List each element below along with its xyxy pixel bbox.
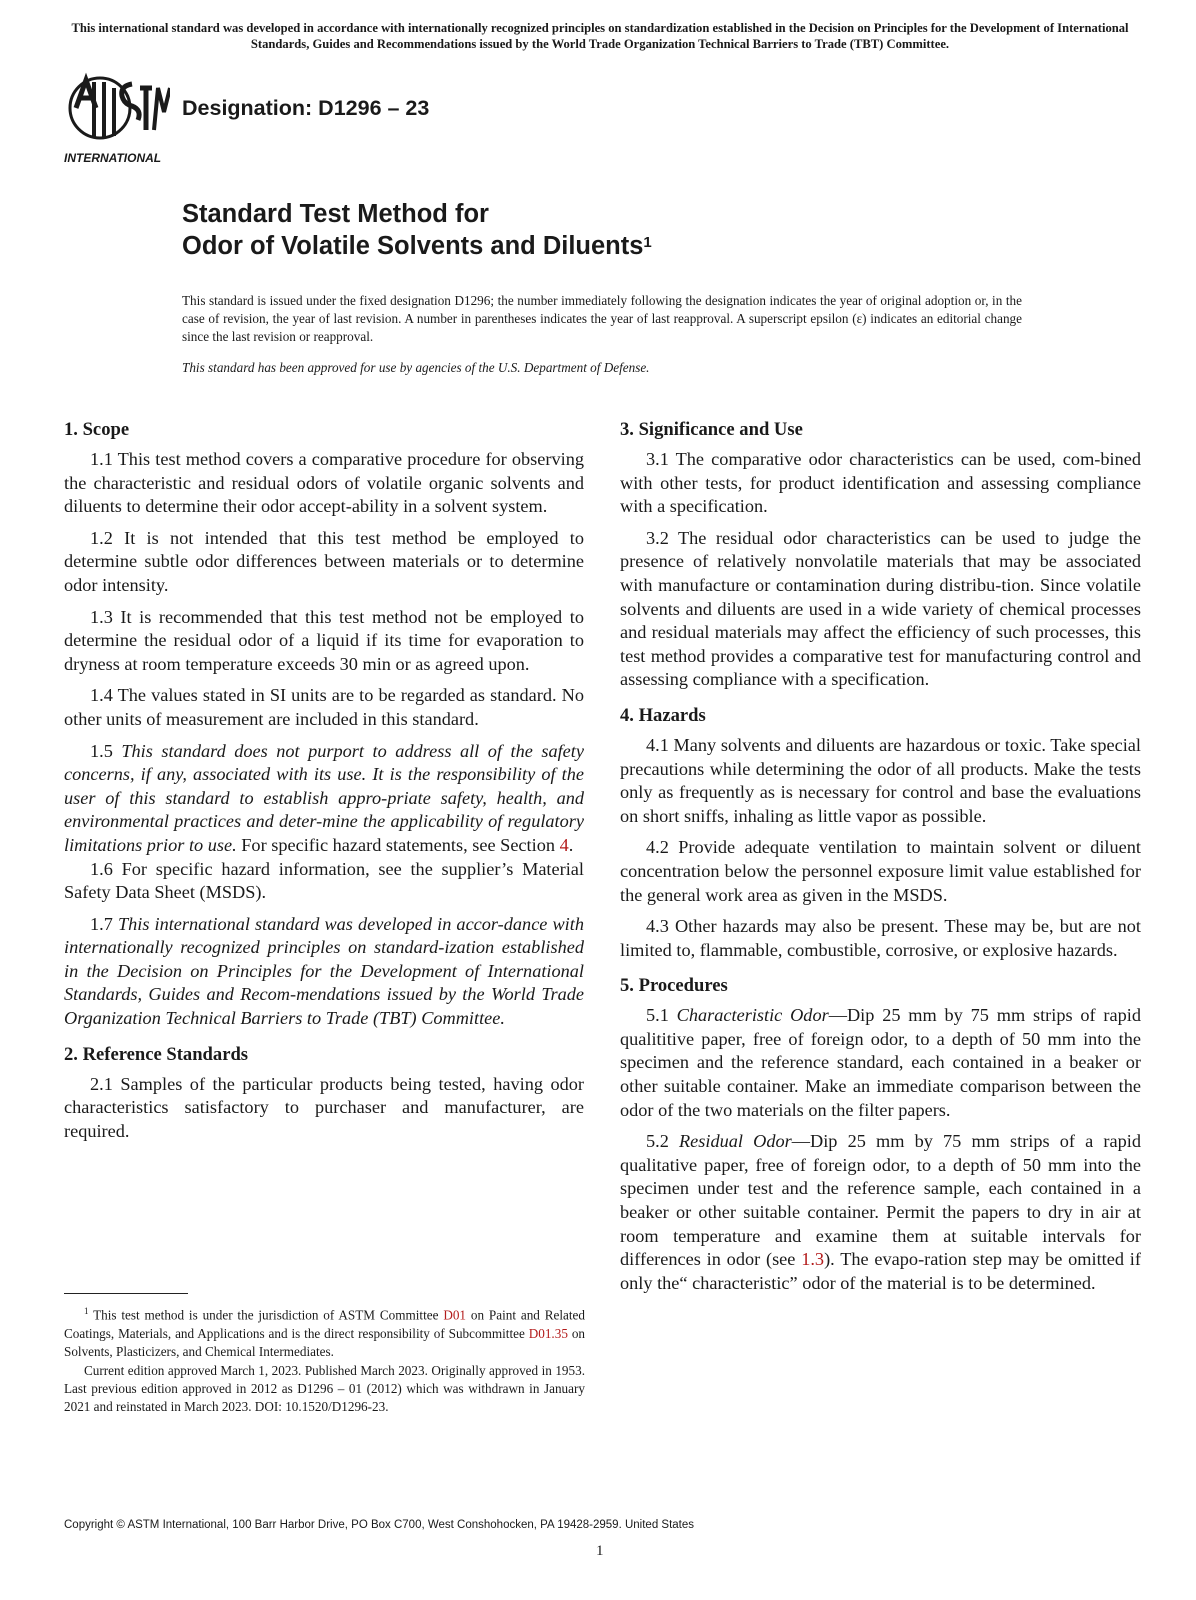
footnote-mark: 1 <box>84 1306 89 1316</box>
paragraph-1-2: 1.2 It is not intended that this test method be employed to determine subtle odor differences between materials or to determine odor intensity. <box>64 527 584 595</box>
footnote-1 <box>64 1302 585 1362</box>
paragraph-1-4: 1.4 The values stated in SI units are to be regarded as standard. No other units of measurement are included in this standard. <box>64 685 584 729</box>
hazard-reference-text: For specific hazard statements, see Section <box>241 834 555 855</box>
term-characteristic-odor: Characteristic Odor <box>676 1005 829 1026</box>
left-column <box>64 418 584 1151</box>
paragraph-text-tail: ). The evapo-ration step may be omitted if only the“ characteristic” odor of the material is to be determined. <box>620 1249 1141 1293</box>
term-residual-odor: Residual Odor <box>679 1131 792 1152</box>
issued-note: This standard is issued under the fixed designation D1296; the number immediately following the designation indicates the year of original adoption or, in the case of revision, the year of last revision. A number in parentheses indicates the year of last reapproval. A superscript epsilon (ε) indicates an editorial change since the last revision or reapproval. <box>182 293 1022 344</box>
committee-d01-link[interactable]: D01 <box>443 1307 467 1323</box>
wto-statement: This international standard was developed in accor-dance with internationally recognized principles on standard-ization established in the Decision on Principles for the Development of International Standards, Guides and Recom-mendations issued by the World Trade Organization Technical Barriers to Trade (TBT) Committee. <box>64 913 584 1029</box>
paragraph-4-1: 4.1 Many solvents and diluents are hazardous or toxic. Take special precautions while determining the odor of all products. Make the tests only as frequently as is necessary for control and base the evaluations on short sniffs, inhaling as little vapor as possible. <box>620 734 1141 826</box>
paragraph-5-1 <box>620 1004 1141 1122</box>
footnote-text: on Solvents, Plasticizers, and Chemical Intermediates. <box>64 1325 585 1360</box>
title-line-1: Standard Test Method for <box>182 200 489 228</box>
paragraph-3-1: 3.1 The comparative odor characteristics can be used, com-bined with other tests, for product identification and assessing compliance with a specification. <box>620 449 1141 517</box>
logo-caption: INTERNATIONAL <box>64 151 162 165</box>
title-footnote-mark: 1 <box>643 234 652 251</box>
paragraph-1-3: 1.3 It is recommended that this test method not be employed to determine the residual odor of a liquid if its time for evaporation to dryness at room temperature exceeds 30 min or as agreed upon. <box>64 606 584 674</box>
dod-note: This standard has been approved for use by agencies of the U.S. Department of Defense. <box>182 360 650 375</box>
paragraph-number: 5.2 <box>646 1131 669 1152</box>
header-notice: This international standard was developed in accordance with internationally recognized principles on standardization established in the Decision on Principles for the Development of International Standards, Guides and Recommendations issued by the World Trade Organization Technical Barriers to Trade (TBT) Committee. <box>71 21 1129 51</box>
paragraph-1-1: 1.1 This test method covers a comparative procedure for observing the characteristic and residual odors of volatile organic solvents and diluents to determine their odor accept-ability in a solvent system. <box>64 449 584 517</box>
paragraph-number: 5.1 <box>646 1005 669 1026</box>
section-heading-hazards: 4. Hazards <box>620 704 706 726</box>
title-line-2: Odor of Volatile Solvents and Diluents <box>182 232 644 260</box>
section-heading-reference: 2. Reference Standards <box>64 1043 249 1065</box>
section-heading-significance: 3. Significance and Use <box>620 419 803 440</box>
footnote-edition: Current edition approved March 1, 2023. Published March 2023. Originally approved in 1953. Last previous edition approved in 2012 as D1296 – 01 (2012) which was withdrawn in January 2021 and reinstated in March 2023. DOI: 10.1520/D1296-23. <box>64 1362 585 1415</box>
paragraph-1-7 <box>64 913 584 1031</box>
designation: Designation: D1296 – 23 <box>182 96 430 120</box>
footnote-text: on Paint and Related Coatings, Materials, and Applications and is the direct responsibility of Subcommittee <box>64 1307 586 1341</box>
paragraph-text: —Dip 25 mm by 75 mm strips of a rapid qualitative paper, free of foreign odor, to a depth of 50 mm into the specimen under test and the reference sample, each contained in a beaker or other suitable container. Permit the papers to dry in air at room temperature and examine them at suitable intervals for differences in odor (see <box>620 1131 1141 1270</box>
copyright-line: Copyright © ASTM International, 100 Barr Harbor Drive, PO Box C700, West Conshohocken, PA 19428-2959. United States <box>64 1519 695 1531</box>
paragraph-2-1: 2.1 Samples of the particular products being tested, having odor characteristics satisfactory to purchaser and manufacturer, are required. <box>64 1073 584 1141</box>
page-number: 1 <box>596 1543 604 1559</box>
paragraph-1-5: 1.5 This standard does not purport to address all of the safety concerns, if any, associated with its use. It is the responsibility of the user of this standard to establish appro-priate safety, health, and environmental practices and deter-mine the applicability of regulatory limitations prior to use. For specific hazard statements, see Section 4. <box>64 740 584 855</box>
footnotes <box>64 1302 585 1417</box>
section-1-3-link[interactable]: 1.3 <box>801 1249 825 1270</box>
paragraph-number: 1.7 <box>90 913 113 934</box>
paragraph-5-2 <box>620 1130 1141 1295</box>
paragraph-4-3: 4.3 Other hazards may also be present. These may be, but are not limited to, flammable, combustible, corrosive, or explosive hazards. <box>620 916 1141 960</box>
footnote-divider <box>64 1293 188 1294</box>
document-title <box>182 198 652 262</box>
section-heading-procedures: 5. Procedures <box>620 975 728 997</box>
astm-logo-icon <box>62 68 170 168</box>
paragraph-1-6: 1.6 For specific hazard information, see the supplier’s Material Safety Data Sheet (MSDS). <box>64 858 584 903</box>
safety-caveat: This standard does not purport to address all of the safety concerns, if any, associated with its use. It is the responsibility of the user of this standard to establish appro-priate safety, health, and environmental practices and deter-mine the applicability of regulatory limitations prior to use. <box>64 740 584 855</box>
paragraph-4-2: 4.2 Provide adequate ventilation to maintain solvent or diluent concentration below the personnel exposure limit value established for the general work area as given in the MSDS. <box>620 837 1141 905</box>
astm-logo <box>62 68 170 168</box>
footnote-text: This test method is under the jurisdiction of ASTM Committee <box>93 1307 439 1323</box>
subcommittee-d01-35-link[interactable]: D01.35 <box>528 1325 568 1341</box>
paragraph-text: —Dip 25 mm by 75 mm strips of rapid qualititive paper, free of foreign odor, to a depth of 50 mm into the specimen and the reference standard, each contained in a beaker or other suitable container. Make an immediate comparison between the odor of the two materials on the filter papers. <box>620 1005 1141 1120</box>
right-column <box>620 418 1141 1303</box>
paragraph-number: 1.5 <box>90 740 113 761</box>
section-heading-scope: 1. Scope <box>64 419 130 440</box>
section-4-link[interactable]: 4 <box>559 834 569 855</box>
paragraph-3-2: 3.2 The residual odor characteristics can be used to judge the presence of relatively nonvolatile materials that may be associated with manufacture or contamination during distribu-tion. Since volatile solvents and diluents are used in a wide variety of chemical processes and residual materials may affect the efficiency of such processes, this test method provides a comparative test for manufacturing control and assessing compliance with a specification. <box>620 527 1141 690</box>
